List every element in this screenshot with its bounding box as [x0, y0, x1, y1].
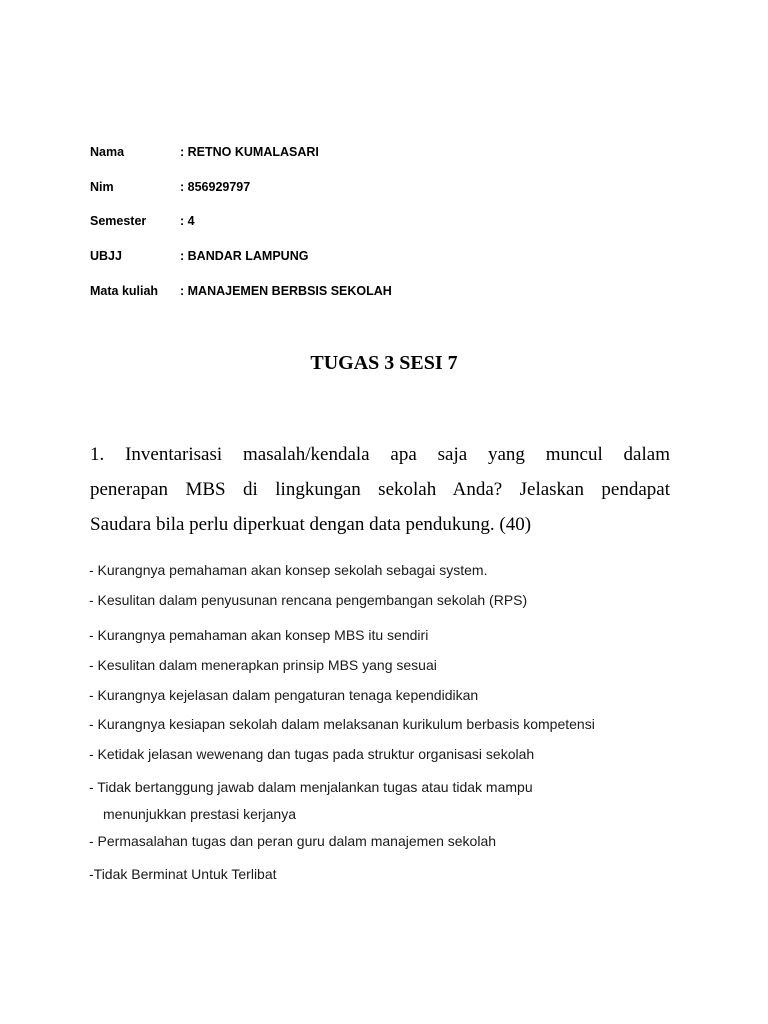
- page-title: TUGAS 3 SESI 7: [310, 352, 458, 374]
- answer-item: - Kesulitan dalam menerapkan prinsip MBS yang sesuai: [89, 657, 437, 673]
- answer-item: - Permasalahan tugas dan peran guru dalam manajemen sekolah: [89, 833, 497, 849]
- answer-item: - Kurangnya kejelasan dalam pengaturan tenaga kependidikan: [89, 687, 479, 703]
- answer-item: - Tidak bertanggung jawab dalam menjalankan tugas atau tidak mampu: [89, 779, 533, 795]
- info-value-nim: : 856929797: [180, 180, 251, 194]
- question-line: Saudara bila perlu diperkuat dengan data pendukung. (40): [90, 514, 532, 535]
- answer-item: - Kurangnya pemahaman akan konsep MBS itu sendiri: [89, 627, 429, 643]
- answer-item-continuation: menunjukkan prestasi kerjanya: [103, 806, 296, 822]
- answer-item: - Kesulitan dalam penyusunan rencana pengembangan sekolah (RPS): [89, 592, 528, 608]
- info-value-semester: : 4: [180, 214, 195, 228]
- info-value-mata-kuliah: : MANAJEMEN BERBSIS SEKOLAH: [180, 284, 392, 298]
- info-label-semester: Semester: [90, 214, 147, 228]
- info-label-nama: Nama: [90, 145, 125, 159]
- answer-item: - Kurangnya kesiapan sekolah dalam melaksanan kurikulum berbasis kompetensi: [89, 716, 595, 732]
- answer-item: -Tidak Berminat Untuk Terlibat: [89, 866, 277, 882]
- info-value-nama: : RETNO KUMALASARI: [180, 145, 319, 159]
- info-label-mata-kuliah: Mata kuliah: [90, 284, 159, 298]
- info-label-nim: Nim: [90, 180, 114, 194]
- answer-item: - Kurangnya pemahaman akan konsep sekolah sebagai system.: [89, 562, 488, 578]
- info-value-ubjj: : BANDAR LAMPUNG: [180, 249, 309, 263]
- info-label-ubjj: UBJJ: [90, 249, 122, 263]
- answer-item: - Ketidak jelasan wewenang dan tugas pada struktur organisasi sekolah: [89, 746, 535, 762]
- question-line: penerapan MBS di lingkungan sekolah Anda? Jelaskan pendapat: [90, 479, 670, 500]
- question-line: 1. Inventarisasi masalah/kendala apa saja yang muncul dalam: [90, 444, 670, 465]
